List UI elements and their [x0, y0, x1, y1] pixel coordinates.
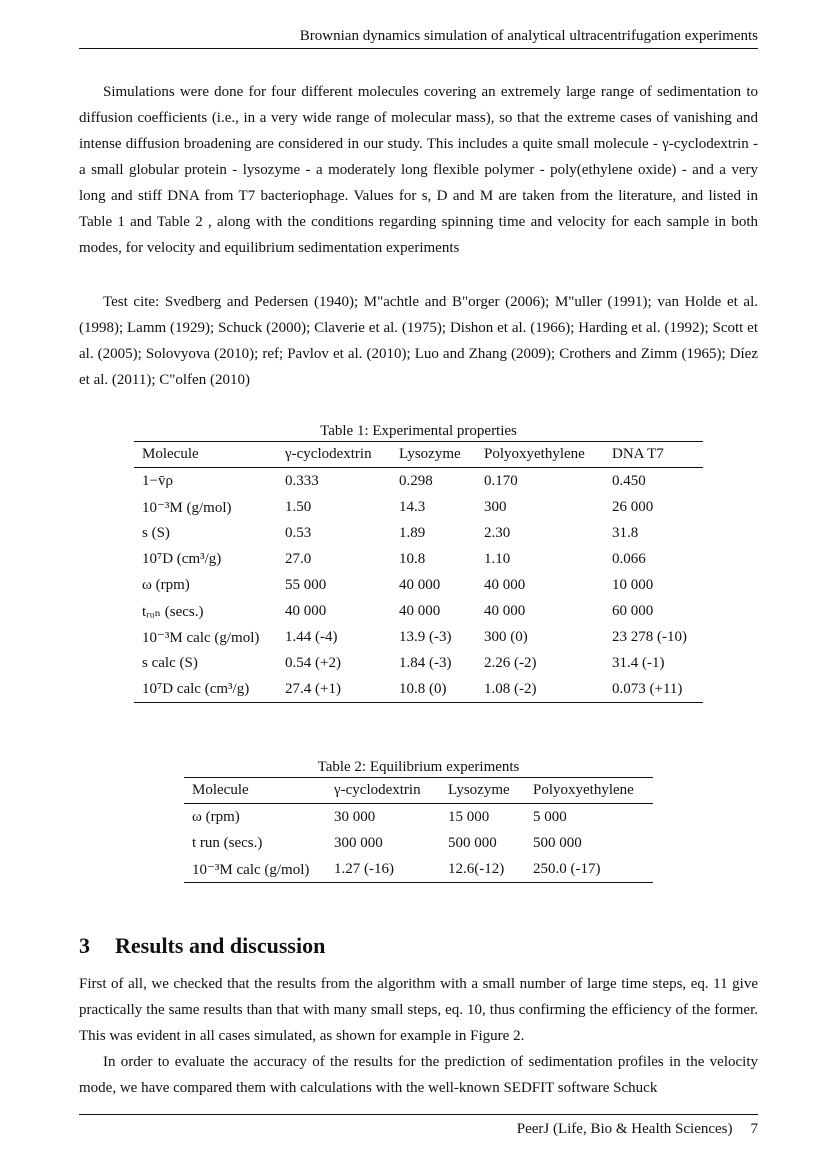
- table-cell: 0.54 (+2): [285, 654, 341, 671]
- table-cell: 0.450: [612, 472, 646, 489]
- journal-name: PeerJ (Life, Bio & Health Sciences): [516, 1121, 733, 1137]
- column-header: DNA T7: [604, 442, 703, 468]
- column-header: Polyoxyethylene: [525, 778, 653, 804]
- row-label: tᵣᵤₙ (secs.): [142, 603, 204, 620]
- table-cell: 40 000: [399, 602, 441, 619]
- column-header: Lysozyme: [391, 442, 476, 468]
- table-experimental-properties: [134, 441, 703, 703]
- table-cell: 0.298: [399, 472, 433, 489]
- section-number: 3: [79, 933, 90, 958]
- table-cell: 27.4 (+1): [277, 676, 391, 703]
- section-paragraph-2: In order to evaluate the accuracy of the results for the prediction of sedimentation profiles in the velocity mode, we have compared them with calculations with the well-known SEDFIT software Schuck: [79, 1054, 758, 1096]
- table-row: [134, 520, 703, 546]
- row-label: ω (rpm): [142, 576, 190, 593]
- table-cell: 0.066: [612, 550, 646, 567]
- table-row: [134, 676, 703, 703]
- table-row: [134, 494, 703, 520]
- table-cell: 2.26 (-2): [484, 654, 537, 671]
- table-row: [184, 856, 653, 883]
- column-header: Lysozyme: [440, 778, 525, 804]
- running-title: Brownian dynamics simulation of analytical ultracentrifugation experiments: [299, 28, 758, 44]
- row-label: s calc (S): [142, 654, 198, 671]
- body-paragraph-1: Simulations were done for four different molecules covering an extremely large range of sedimentation to diffusion coefficients (i.e., in a very wide range of molecular mass), so that the extreme cases of vanishing and intense diffusion broadening are considered in our study. This includes a quite small molecule - γ-cyclodextrin - a small globular protein - lysozyme - a moderately long flexible polymer - poly(ethylene oxide) - and a very long and stiff DNA from T7 bacteriophage. Values for s, D and M are taken from the literature, and listed in Table 1 and Table 2 , along with the conditions regarding spinning time and velocity for each sample in both modes, for velocity and equilibrium sedimentation experiments: [79, 84, 758, 256]
- column-header: Molecule: [134, 442, 277, 468]
- table-row: [134, 650, 703, 676]
- table-cell: 40 000: [285, 602, 327, 619]
- table-row: [184, 830, 653, 856]
- row-label: 10⁻³M calc (g/mol): [142, 629, 260, 646]
- column-header: γ-cyclodextrin: [277, 442, 391, 468]
- table-cell: 0.333: [285, 472, 319, 489]
- table-cell: 40 000: [399, 576, 441, 593]
- table-cell: 1.44 (-4): [285, 628, 338, 645]
- table-cell: 1.08 (-2): [476, 676, 604, 703]
- row-label: 10⁷D (cm³/g): [142, 550, 222, 567]
- table-header-row: [184, 778, 653, 804]
- table-cell: 0.073 (+11): [604, 676, 703, 703]
- column-header: Polyoxyethylene: [476, 442, 604, 468]
- table-cell: 10 000: [612, 576, 654, 593]
- body-paragraph-citations: Test cite: Svedberg and Pedersen (1940); M"achtle and B"orger (2006); M"uller (1991); van Holde et al. (1998); Lamm (1929); Schuck (2000); Claverie et al. (1975); Dishon et al. (1966); Harding et al. (1992); Scott et al. (2005); Solovyova (2010); ref; Pavlov et al. (2010); Luo and Zhang (2009); Crothers and Zimm (1965); Díez et al. (2011); C"olfen (2010): [79, 294, 758, 388]
- table-row: [134, 572, 703, 598]
- table-header-row: [134, 442, 703, 468]
- row-label: 1−v̄ρ: [142, 472, 173, 489]
- row-label: s (S): [142, 524, 170, 541]
- table-cell: 1.84 (-3): [399, 654, 452, 671]
- page-footer: [79, 1114, 758, 1138]
- table-row: [134, 546, 703, 572]
- table-cell: 300: [484, 498, 507, 515]
- table-cell: 1.27 (-16): [326, 856, 440, 883]
- table-cell: 27.0: [285, 550, 312, 567]
- table-cell: 31.8: [612, 524, 639, 541]
- table-cell: 12.6(-12): [440, 856, 525, 883]
- table-cell: 5 000: [533, 808, 567, 825]
- table-cell: 40 000: [484, 576, 526, 593]
- table-cell: 0.170: [484, 472, 518, 489]
- table1-caption: Table 1: Experimental properties: [320, 423, 517, 439]
- table2-caption: Table 2: Equilibrium experiments: [317, 759, 520, 775]
- table-cell: 300 (0): [484, 628, 528, 645]
- page-number: 7: [750, 1121, 758, 1137]
- table-cell: 55 000: [285, 576, 327, 593]
- running-header: [79, 26, 758, 49]
- table-cell: 60 000: [612, 602, 654, 619]
- table-cell: 250.0 (-17): [525, 856, 653, 883]
- table-row: [134, 598, 703, 624]
- table-cell: 14.3: [399, 498, 426, 515]
- section-paragraph-1: First of all, we checked that the results from the algorithm with a small number of large time steps, eq. 11 give practically the same results than that with many small steps, eq. 10, thus confirming the efficiency of the former. This was evident in all cases simulated, as shown for example in Figure 2.: [79, 976, 758, 1044]
- row-label: 10⁻³M calc (g/mol): [184, 856, 326, 883]
- table-cell: 2.30: [484, 524, 511, 541]
- row-label: ω (rpm): [192, 808, 240, 825]
- table-cell: 0.53: [285, 524, 312, 541]
- table-cell: 26 000: [612, 498, 654, 515]
- table-row: [134, 624, 703, 650]
- table-cell: 23 278 (-10): [612, 628, 687, 645]
- table-cell: 40 000: [484, 602, 526, 619]
- table-cell: 500 000: [533, 834, 582, 851]
- table-cell: 500 000: [448, 834, 497, 851]
- section-title: Results and discussion: [115, 933, 326, 958]
- table-cell: 1.50: [285, 498, 312, 515]
- table-cell: 31.4 (-1): [612, 654, 665, 671]
- table-row: [134, 468, 703, 495]
- column-header: Molecule: [184, 778, 326, 804]
- column-header: γ-cyclodextrin: [326, 778, 440, 804]
- row-label: 10⁻³M (g/mol): [142, 499, 232, 516]
- table-cell: 300 000: [334, 834, 383, 851]
- table-cell: 1.10: [484, 550, 511, 567]
- table-cell: 30 000: [334, 808, 376, 825]
- table-cell: 10.8 (0): [391, 676, 476, 703]
- table-row: [184, 804, 653, 831]
- row-label: t run (secs.): [192, 834, 263, 851]
- table-cell: 13.9 (-3): [399, 628, 452, 645]
- table-equilibrium-experiments: [184, 777, 653, 883]
- table-cell: 15 000: [448, 808, 490, 825]
- table-cell: 10.8: [399, 550, 426, 567]
- row-label: 10⁷D calc (cm³/g): [134, 676, 277, 703]
- section-heading: [79, 933, 325, 959]
- table-cell: 1.89: [399, 524, 426, 541]
